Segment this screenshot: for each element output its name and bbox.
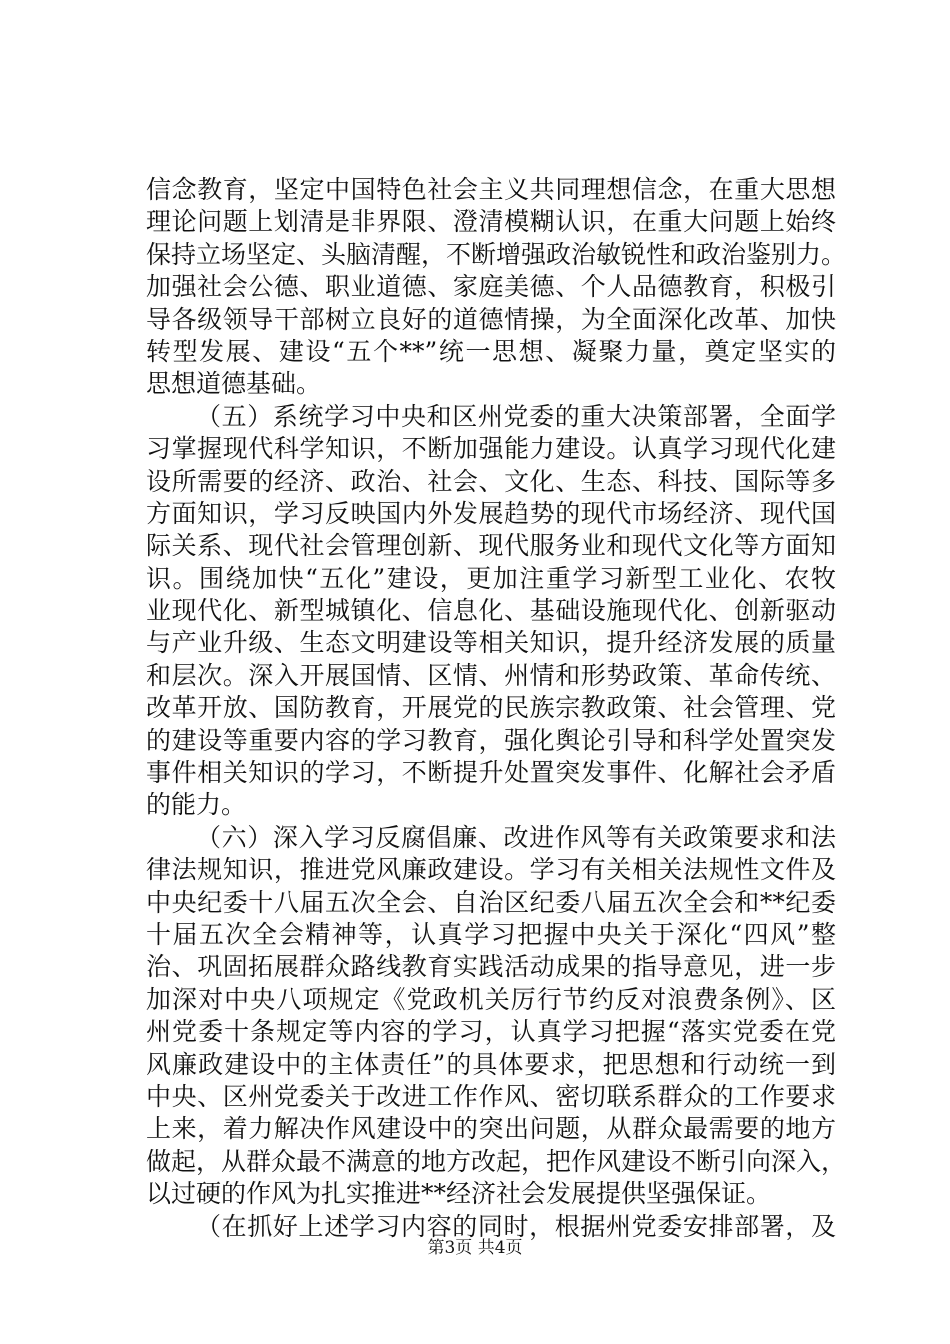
text-line: 上来，着力解决作风建设中的突出问题，从群众最需要的地方: [146, 1114, 836, 1144]
text-line: 导各级领导干部树立良好的道德情操，为全面深化改革、加快: [146, 304, 836, 334]
text-line: 律法规知识，推进党风廉政建设。学习有关相关法规性文件及: [146, 855, 836, 885]
document-body: [146, 174, 847, 1243]
text-line: （六）深入学习反腐倡廉、改进作风等有关政策要求和法: [196, 822, 836, 852]
text-line: 业现代化、新型城镇化、信息化、基础设施现代化、创新驱动: [146, 596, 836, 626]
text-line: 以过硬的作风为扎实推进**经济社会发展提供坚强保证。: [146, 1179, 772, 1209]
text-line: 习掌握现代科学知识，不断加强能力建设。认真学习现代化建: [146, 434, 836, 464]
text-line: 十届五次全会精神等，认真学习把握中央关于深化“四风”整: [146, 919, 836, 949]
text-line: 中央、区州党委关于改进工作作风、密切联系群众的工作要求: [146, 1081, 836, 1111]
text-line: 与产业升级、生态文明建设等相关知识，提升经济发展的质量: [146, 628, 836, 658]
text-line: 方面知识，学习反映国内外发展趋势的现代市场经济、现代国: [146, 498, 836, 528]
text-line: 保持立场坚定、头脑清醒，不断增强政治敏锐性和政治鉴别力。: [146, 239, 847, 269]
text-line: 转型发展、建设“五个**”统一思想、凝聚力量，奠定坚实的: [146, 336, 836, 366]
text-line: 理论问题上划清是非界限、澄清模糊认识，在重大问题上始终: [146, 207, 836, 237]
text-line: 州党委十条规定等内容的学习，认真学习把握“落实党委在党: [146, 1017, 836, 1047]
text-line: 做起，从群众最不满意的地方改起，把作风建设不断引向深入，: [146, 1146, 847, 1176]
text-line: 治、巩固拓展群众路线教育实践活动成果的指导意见，进一步: [146, 952, 836, 982]
text-line: 事件相关知识的学习，不断提升处置突发事件、化解社会矛盾: [146, 758, 836, 788]
text-line: （在抓好上述学习内容的同时，根据州党委安排部署，及: [196, 1211, 836, 1241]
text-line: 思想道德基础。: [146, 369, 322, 399]
text-line: 和层次。深入开展国情、区情、州情和形势政策、革命传统、: [146, 660, 836, 690]
text-line: 的能力。: [146, 790, 247, 820]
text-line: 风廉政建设中的主体责任”的具体要求，把思想和行动统一到: [146, 1049, 836, 1079]
text-line: （五）系统学习中央和区州党委的重大决策部署，全面学: [196, 401, 836, 431]
text-line: 加深对中央八项规定《党政机关厉行节约反对浪费条例》、区: [146, 984, 836, 1014]
text-line: 设所需要的经济、政治、社会、文化、生态、科技、国际等多: [146, 466, 836, 496]
page-footer: 第3页 共4页: [427, 1238, 523, 1258]
text-line: 加强社会公德、职业道德、家庭美德、个人品德教育，积极引: [146, 272, 836, 302]
text-line: 际关系、现代社会管理创新、现代服务业和现代文化等方面知: [146, 531, 836, 561]
text-line: 改革开放、国防教育，开展党的民族宗教政策、社会管理、党: [146, 693, 836, 723]
text-line: 中央纪委十八届五次全会、自治区纪委八届五次全会和**纪委: [146, 887, 836, 917]
text-line: 识。围绕加快“五化”建设，更加注重学习新型工业化、农牧: [146, 563, 836, 593]
text-line: 的建设等重要内容的学习教育，强化舆论引导和科学处置突发: [146, 725, 836, 755]
text-line: 信念教育，坚定中国特色社会主义共同理想信念，在重大思想: [146, 175, 836, 204]
